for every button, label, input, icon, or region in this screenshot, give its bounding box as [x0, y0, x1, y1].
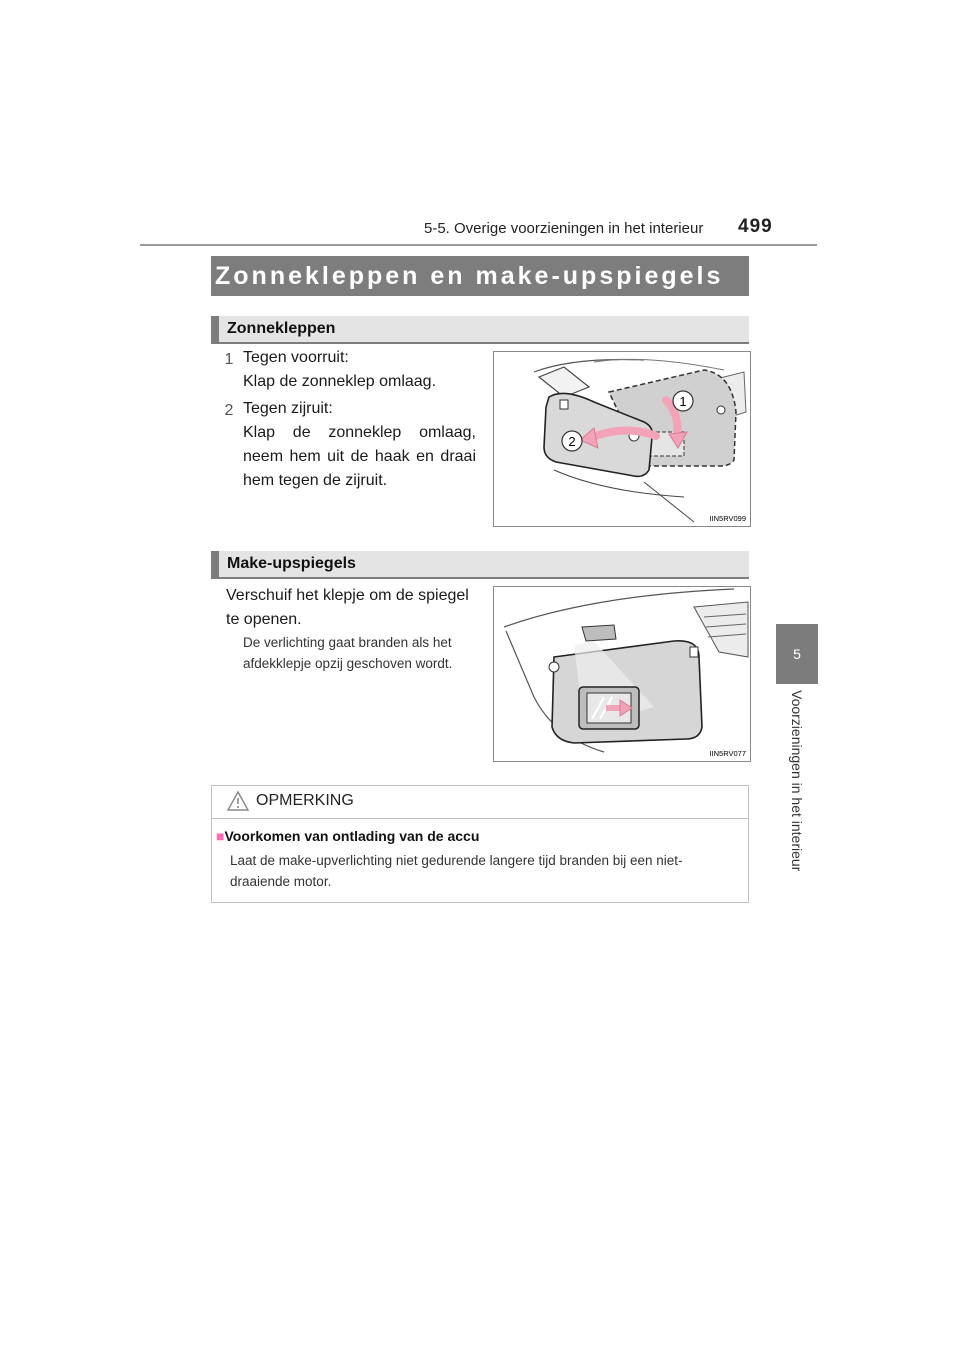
- chapter-title-text: Voorzieningen in het interieur: [789, 690, 805, 872]
- vanity-mirror-drawing: [494, 587, 750, 761]
- figure-code: IIN5RV099: [709, 514, 746, 523]
- step-2-text: [243, 397, 476, 493]
- mirror-note-line: De verlichting gaat branden als het: [243, 635, 452, 650]
- subheading-make-upspiegels: [211, 551, 749, 579]
- chapter-title: [784, 690, 810, 880]
- mirror-line: te openen.: [226, 611, 302, 628]
- page-number: 499: [738, 216, 773, 237]
- mirror-note-line: afdekklepje opzij geschoven wordt.: [243, 656, 453, 671]
- page-title: Zonnekleppen en make-upspiegels: [211, 256, 749, 296]
- notice-title: OPMERKING: [256, 792, 354, 809]
- subheading-text: Make-upspiegels: [227, 555, 356, 572]
- step-1-line: Klap de zonneklep omlaag.: [243, 373, 437, 390]
- step-2-line: Tegen zijruit:: [243, 400, 333, 417]
- step-number-2: 2: [224, 402, 234, 419]
- notice-subheading-text: Voorkomen van ontlading van de accu: [224, 828, 480, 844]
- step-1-text: [243, 346, 436, 394]
- notice-subheading: [216, 828, 479, 844]
- step-2-line: neem hem uit de haak en draai: [243, 448, 476, 465]
- section-header: 5-5. Overige voorzieningen in het interieur: [424, 220, 704, 237]
- subheading-text: Zonnekleppen: [227, 320, 336, 337]
- mirror-line: Verschuif het klepje om de spiegel: [226, 587, 469, 604]
- callout-1: 1: [679, 394, 687, 409]
- step-2-line: hem tegen de zijruit.: [243, 472, 388, 489]
- header-rule: [140, 244, 817, 246]
- step-2-line: Klap de zonneklep omlaag,: [243, 424, 476, 441]
- sun-visor-drawing: [494, 352, 750, 526]
- mirror-note: [243, 632, 452, 674]
- notice-header: [212, 786, 748, 819]
- notice-line: Laat de make-upverlichting niet gedurende langere tijd branden bij een niet-: [230, 853, 683, 868]
- chapter-tab[interactable]: 5: [776, 624, 818, 684]
- step-1-line: Tegen voorruit:: [243, 349, 349, 366]
- vanity-mirror-illustration: [493, 586, 751, 762]
- subheading-zonnekleppen: [211, 316, 749, 344]
- sun-visor-illustration: [493, 351, 751, 527]
- notice-line: draaiende motor.: [230, 874, 332, 889]
- mirror-instructions: [226, 584, 469, 632]
- figure-code: IIN5RV077: [709, 749, 746, 758]
- step-number-1: 1: [224, 351, 234, 368]
- callout-2: 2: [568, 434, 576, 449]
- warning-icon: [226, 790, 250, 812]
- notice-box: [211, 785, 749, 903]
- notice-text: [230, 850, 745, 892]
- bullet-square: ■: [216, 828, 225, 844]
